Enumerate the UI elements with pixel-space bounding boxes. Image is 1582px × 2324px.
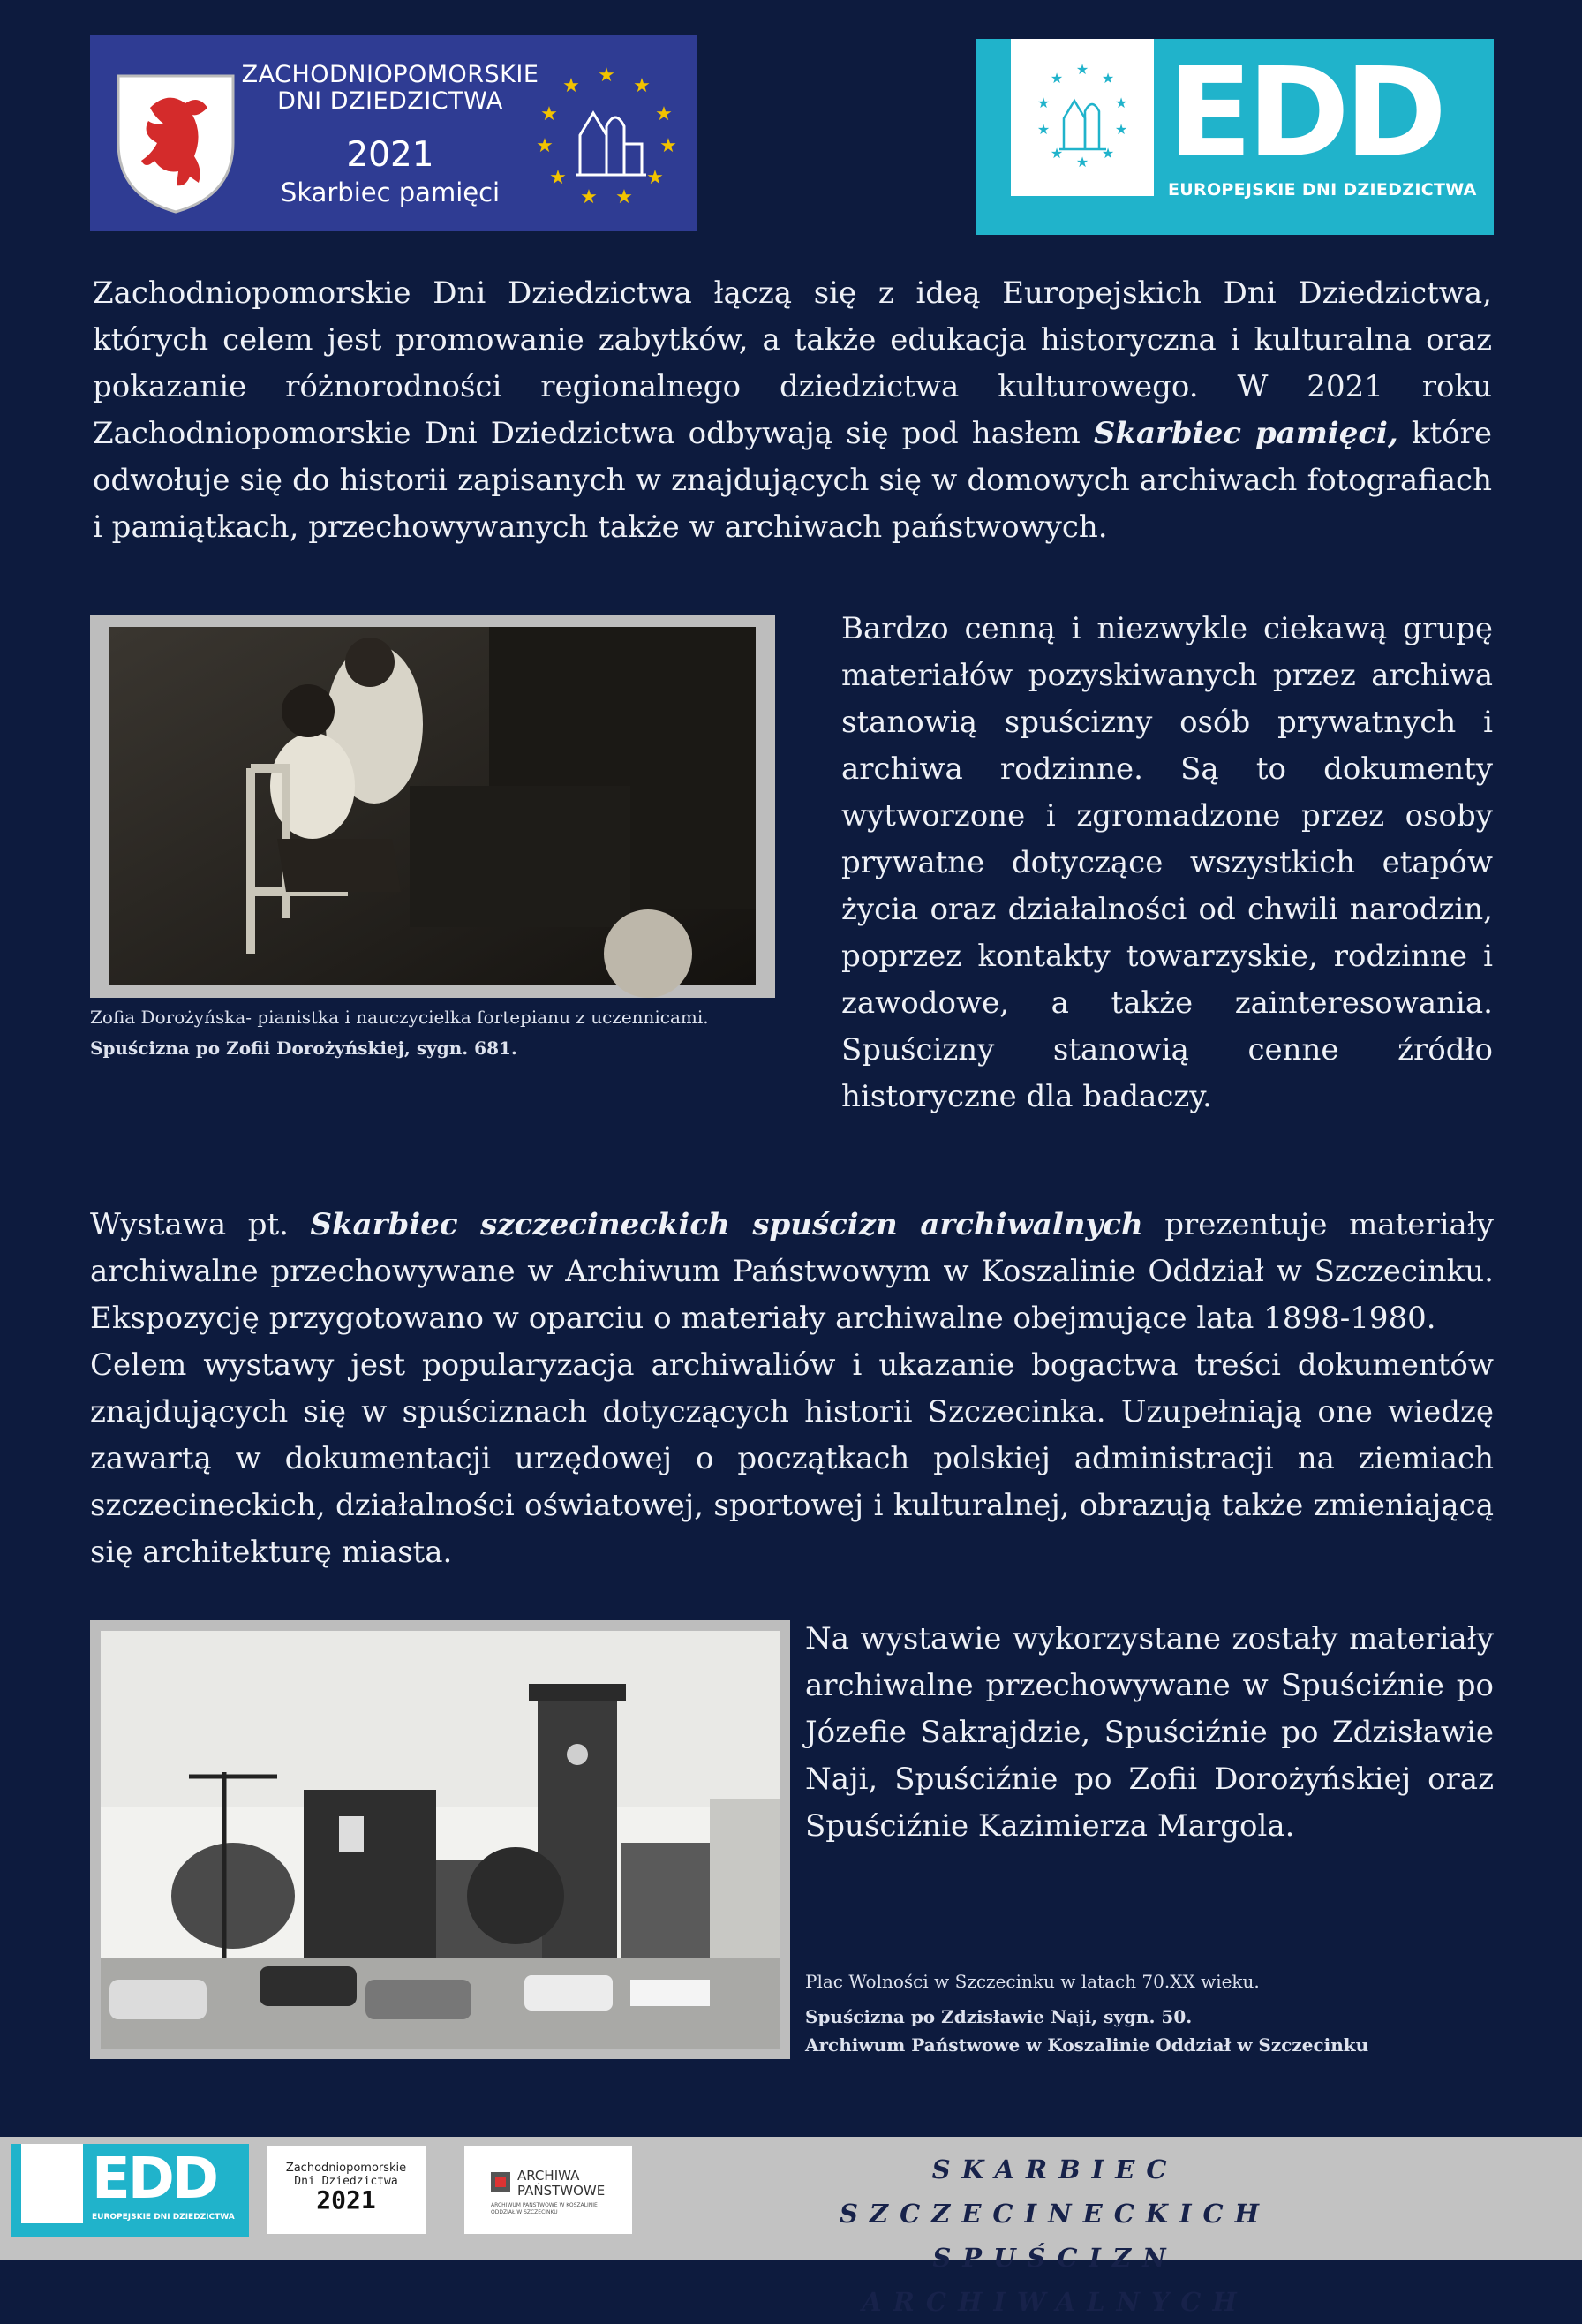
intro-emphasis: Skarbiec pamięci, [1093,416,1398,451]
stars-castle-emblem-icon [1011,39,1154,196]
caption-plac-source: Spuścizna po Zdzisławie Naji, sygn. 50. [805,2006,1193,2027]
photo-pianist-image [109,627,756,985]
footer-title-line1: SKARBIEC SZCZECINECKICH [839,2154,1271,2229]
caption-plac-archive: Archiwum Państwowe w Koszalinie Oddział w Szczecinku [805,2034,1369,2056]
exhibition-title: Skarbiec szczecineckich spuścizn archiwalnych [310,1207,1143,1242]
svg-text:★: ★ [1114,121,1128,138]
photo-plac-wolnosci [90,1620,790,2059]
svg-text:★: ★ [580,186,598,208]
exhibition-prefix: Wystawa pt. [90,1207,311,1242]
exhibition-paragraph [90,1202,1494,1576]
caption-pianist-source: Spuścizna po Zofii Dorożyńskiej, sygn. 681. [90,1038,517,1059]
svg-text:★: ★ [1050,70,1064,87]
svg-text:★: ★ [655,103,673,125]
svg-text:★: ★ [540,103,558,125]
exhibition-paragraph-2: Celem wystawy jest popularyzacja archiwaliów i ukazanie bogactwa treści dokumentów znajdujących się w spuściznach dotyczących historii Szczecinka. Uzupełniają one wiedzę zawartą w dokumentacji urzędowej o początkach polskiej administracji na ziemiach szczecineckich, działalności oświatowej, sportowej i kulturalnej, obrazują także zmieniającą się architekturę miasta. [90,1347,1494,1570]
svg-text:★: ★ [659,135,677,157]
footer-title [733,2147,1377,2324]
zdd-logo-line2: DNI DZIEDZICTWA [277,87,503,115]
footer-edd-emblem [21,2144,83,2223]
caption-pianist-desc: Zofia Dorożyńska- pianistka i nauczycielka fortepianu z uczennicami. [90,1007,709,1028]
svg-text:★: ★ [1036,94,1051,111]
footer-edd-logo [11,2144,249,2237]
footer-archiwa-small: ARCHIWUM PAŃSTWOWE W KOSZALINIE ODDZIAŁ W SZCZECINKU [491,2202,598,2215]
edd-logo-word: EDD [1168,42,1443,185]
griffin-shield-icon [115,72,237,214]
svg-text:★: ★ [646,167,664,189]
svg-text:★: ★ [633,75,651,97]
photo-plac-wolnosci-image [101,1631,780,2049]
zdd-logo [90,35,697,231]
footer-edd-sub: EUROPEJSKIE DNI DZIEDZICTWA [92,2213,235,2222]
svg-text:★: ★ [615,186,633,208]
svg-text:★: ★ [562,75,580,97]
footer-zdd-line1: Zachodniopomorskie [285,2162,407,2175]
photo-pianist [90,615,775,998]
svg-text:★: ★ [1114,94,1128,111]
stars-castle-emblem-icon [531,60,682,210]
footer-zdd-year: 2021 [316,2185,376,2215]
zdd-logo-motto: Skarbiec pamięci [280,177,501,208]
svg-text:★: ★ [598,64,615,87]
footer-archiwa-logo [464,2146,632,2234]
svg-text:★: ★ [1101,70,1115,87]
section1-paragraph: Bardzo cenną i niezwykle ciekawą grupę materiałów pozyskiwanych przez archiwa stanowią spuścizny osób prywatnych i archiwa rodzinne. Są to dokumenty wytworzone i zgromadzone przez osoby prywatne dotyczące wszystkich etapów życia oraz działalności od chwili narodzin, poprzez kontakty towarzyskie, rodzinne i zawodowe, a także zainteresowania. Spuścizny stanowią cenne źródło historyczne dla badaczy. [841,611,1493,1114]
intro-text-after: które odwołuje się do historii zapisanych w znajdujących się w domowych archiwach fotografiach i pamiątkach, przechowywanych także w archiwach państwowych. [93,416,1493,545]
caption-plac-desc: Plac Wolności w Szczecinku w latach 70.XX wieku. [805,1971,1260,1992]
edd-emblem-box [1011,39,1154,196]
edd-logo-subtitle: EUROPEJSKIE DNI DZIEDZICTWA [1168,180,1477,200]
exhibition-paragraph-1 [90,1202,1494,1342]
intro-paragraph [93,270,1492,551]
intro-text-before: Zachodniopomorskie Dni Dziedzictwa łączą się z ideą Europejskich Dni Dziedzictwa, których celem jest promowanie zabytków, a także edukacja historyczna i kulturalna oraz pokazanie różnorodności regionalnego dziedzictwa kulturowego. W 2021 roku Zachodniopomorskie Dni Dziedzictwa odbywają się pod hasłem [93,275,1492,451]
svg-text:★: ★ [1075,154,1089,170]
section2-paragraph: Na wystawie wykorzystane zostały materiały archiwalne przechowywane w Spuściźnie po Józefie Sakrajdzie, Spuściźnie po Zdzisławie Naji, Spuściźnie po Zofii Dorożyńskiej oraz Spuściźnie Kazimierza Margola. [805,1621,1494,1844]
zdd-logo-line1: ZACHODNIOPOMORSKIE [241,61,539,88]
footer-zdd-line2: Dni Dziedzictwa [294,2175,398,2188]
edd-logo [976,39,1494,235]
photo-pianist-caption [90,1002,796,1064]
footer-archiwa-line2: PAŃSTWOWE [517,2183,606,2199]
footer-archiwa-line1: ARCHIWA [517,2168,580,2184]
zdd-logo-year: 2021 [346,135,434,175]
archiwa-panstwowe-icon [491,2172,510,2192]
svg-text:★: ★ [1101,145,1115,162]
svg-text:★: ★ [1075,61,1089,78]
svg-text:★: ★ [549,167,567,189]
photo-plac-caption [805,1967,1564,2059]
svg-text:★: ★ [1036,121,1051,138]
svg-text:★: ★ [536,135,554,157]
footer-edd-word: EDD [92,2147,216,2212]
footer-archiwa-text [517,2169,605,2199]
footer-bar [0,2137,1582,2317]
footer-title-line2: SPUŚCIZN ARCHIWALNYCH [862,2243,1248,2317]
footer-zdd-logo [267,2146,426,2234]
svg-text:★: ★ [1050,145,1064,162]
exhibition-sentence: prezentuje materiały archiwalne przechowywane w Archiwum Państwowym w Koszalinie Oddział w Szczecinku. Ekspozycję przygotowano w oparciu o materiały archiwalne obejmujące lata 1898-1980. [90,1207,1495,1336]
